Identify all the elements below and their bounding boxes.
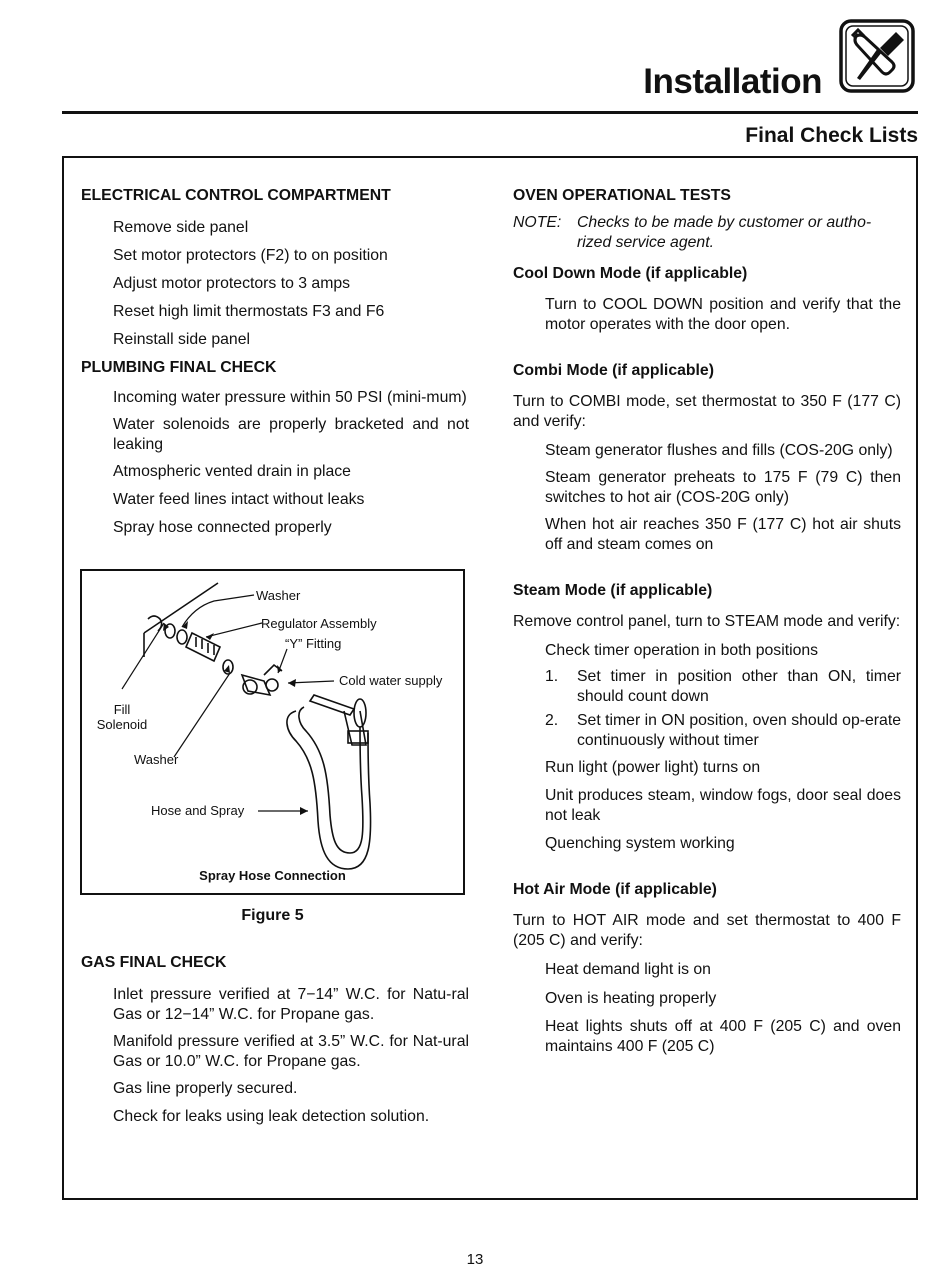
figure-spray-hose	[80, 569, 465, 895]
electrical-heading: ELECTRICAL CONTROL COMPARTMENT	[81, 187, 391, 204]
figure-number: Figure 5	[241, 907, 304, 924]
steam-intro: Remove control panel, turn to STEAM mode and verify:	[513, 613, 901, 630]
list-item: Quenching system working	[545, 835, 735, 852]
numbered-item	[513, 667, 901, 707]
list-item: Gas line properly secured.	[113, 1080, 298, 1097]
gas-section	[81, 953, 469, 1127]
list-item: Heat lights shuts off at 400 F (205 C) and oven maintains 400 F (205 C)	[545, 1018, 901, 1055]
label-hose-spray: Hose and Spray	[151, 803, 245, 818]
numbered-item-number: 1.	[545, 668, 559, 685]
gas-heading: GAS FINAL CHECK	[81, 954, 227, 971]
list-item: Steam generator flushes and fills (COS-20G only)	[545, 442, 893, 459]
label-cold-water: Cold water supply	[339, 673, 443, 688]
list-item: Manifold pressure verified at 3.5” W.C. for Nat-ural Gas or 10.0” W.C. for Propane gas.	[113, 1033, 469, 1070]
hot-air-intro: Turn to HOT AIR mode and set thermostat to 400 F (205 C) and verify:	[513, 912, 901, 949]
list-item: Adjust motor protectors to 3 amps	[113, 275, 351, 292]
list-item: Oven is heating properly	[545, 990, 717, 1007]
steam-heading: Steam Mode (if applicable)	[513, 582, 713, 599]
label-y-fitting: “Y” Fitting	[285, 636, 342, 651]
numbered-item-text: Set timer in position other than ON, timer should count down	[577, 668, 901, 705]
numbered-item-number: 2.	[545, 712, 559, 729]
page-title: Installation	[643, 62, 822, 101]
numbered-item	[513, 711, 901, 751]
list-item: Set motor protectors (F2) to on position	[113, 247, 388, 264]
right-column	[513, 186, 901, 1057]
list-item: Heat demand light is on	[545, 961, 711, 978]
note-label: NOTE:	[513, 214, 562, 231]
list-item: Remove side panel	[113, 219, 249, 236]
list-item: Turn to COOL DOWN position and verify that the motor operates with the door open.	[545, 296, 901, 333]
list-item: Unit produces steam, window fogs, door seal does not leak	[545, 787, 901, 824]
numbered-item-text: Set timer in ON position, oven should op-erate continuously without timer	[577, 712, 902, 749]
list-item: When hot air reaches 350 F (177 C) hot air shuts off and steam comes on	[545, 516, 901, 553]
hot-air-heading: Hot Air Mode (if applicable)	[513, 881, 717, 898]
figure-caption: Spray Hose Connection	[199, 868, 346, 883]
section-title: Final Check Lists	[745, 124, 918, 147]
list-item: Run light (power light) turns on	[545, 759, 761, 776]
wrench-screwdriver-icon	[838, 18, 916, 94]
list-item: Check timer operation in both positions	[545, 642, 819, 659]
list-item: Water solenoids are properly bracketed and not leaking	[113, 416, 469, 453]
list-item: Water feed lines intact without leaks	[113, 491, 365, 508]
label-regulator: Regulator Assembly	[261, 616, 377, 631]
header-rule	[62, 111, 918, 114]
combi-heading: Combi Mode (if applicable)	[513, 362, 714, 379]
list-item: Atmospheric vented drain in place	[113, 463, 351, 480]
oven-tests-heading: OVEN OPERATIONAL TESTS	[513, 187, 731, 204]
combi-intro: Turn to COMBI mode, set thermostat to 350 F (177 C) and verify:	[513, 393, 901, 430]
list-item: Reset high limit thermostats F3 and F6	[113, 303, 385, 320]
list-item: Inlet pressure verified at 7−14” W.C. for Natu-ral Gas or 12−14” W.C. for Propane gas.	[113, 986, 469, 1023]
page-number: 13	[466, 1251, 484, 1267]
plumbing-heading: PLUMBING FINAL CHECK	[81, 359, 277, 376]
list-item: Check for leaks using leak detection solution.	[113, 1108, 430, 1125]
list-item: Reinstall side panel	[113, 331, 250, 348]
label-washer-bottom: Washer	[134, 752, 179, 767]
note	[513, 213, 901, 253]
list-item: Incoming water pressure within 50 PSI (mini-mum)	[113, 389, 467, 406]
list-item: Steam generator preheats to 175 F (79 C) then switches to hot air (COS-20G only)	[545, 469, 901, 506]
label-washer-top: Washer	[256, 588, 301, 603]
cool-down-heading: Cool Down Mode (if applicable)	[513, 265, 748, 282]
left-column	[81, 186, 469, 538]
note-text: Checks to be made by customer or autho-rized service agent.	[577, 214, 872, 251]
label-fill-solenoid: Fill Solenoid	[96, 702, 148, 732]
list-item: Spray hose connected properly	[113, 519, 332, 536]
